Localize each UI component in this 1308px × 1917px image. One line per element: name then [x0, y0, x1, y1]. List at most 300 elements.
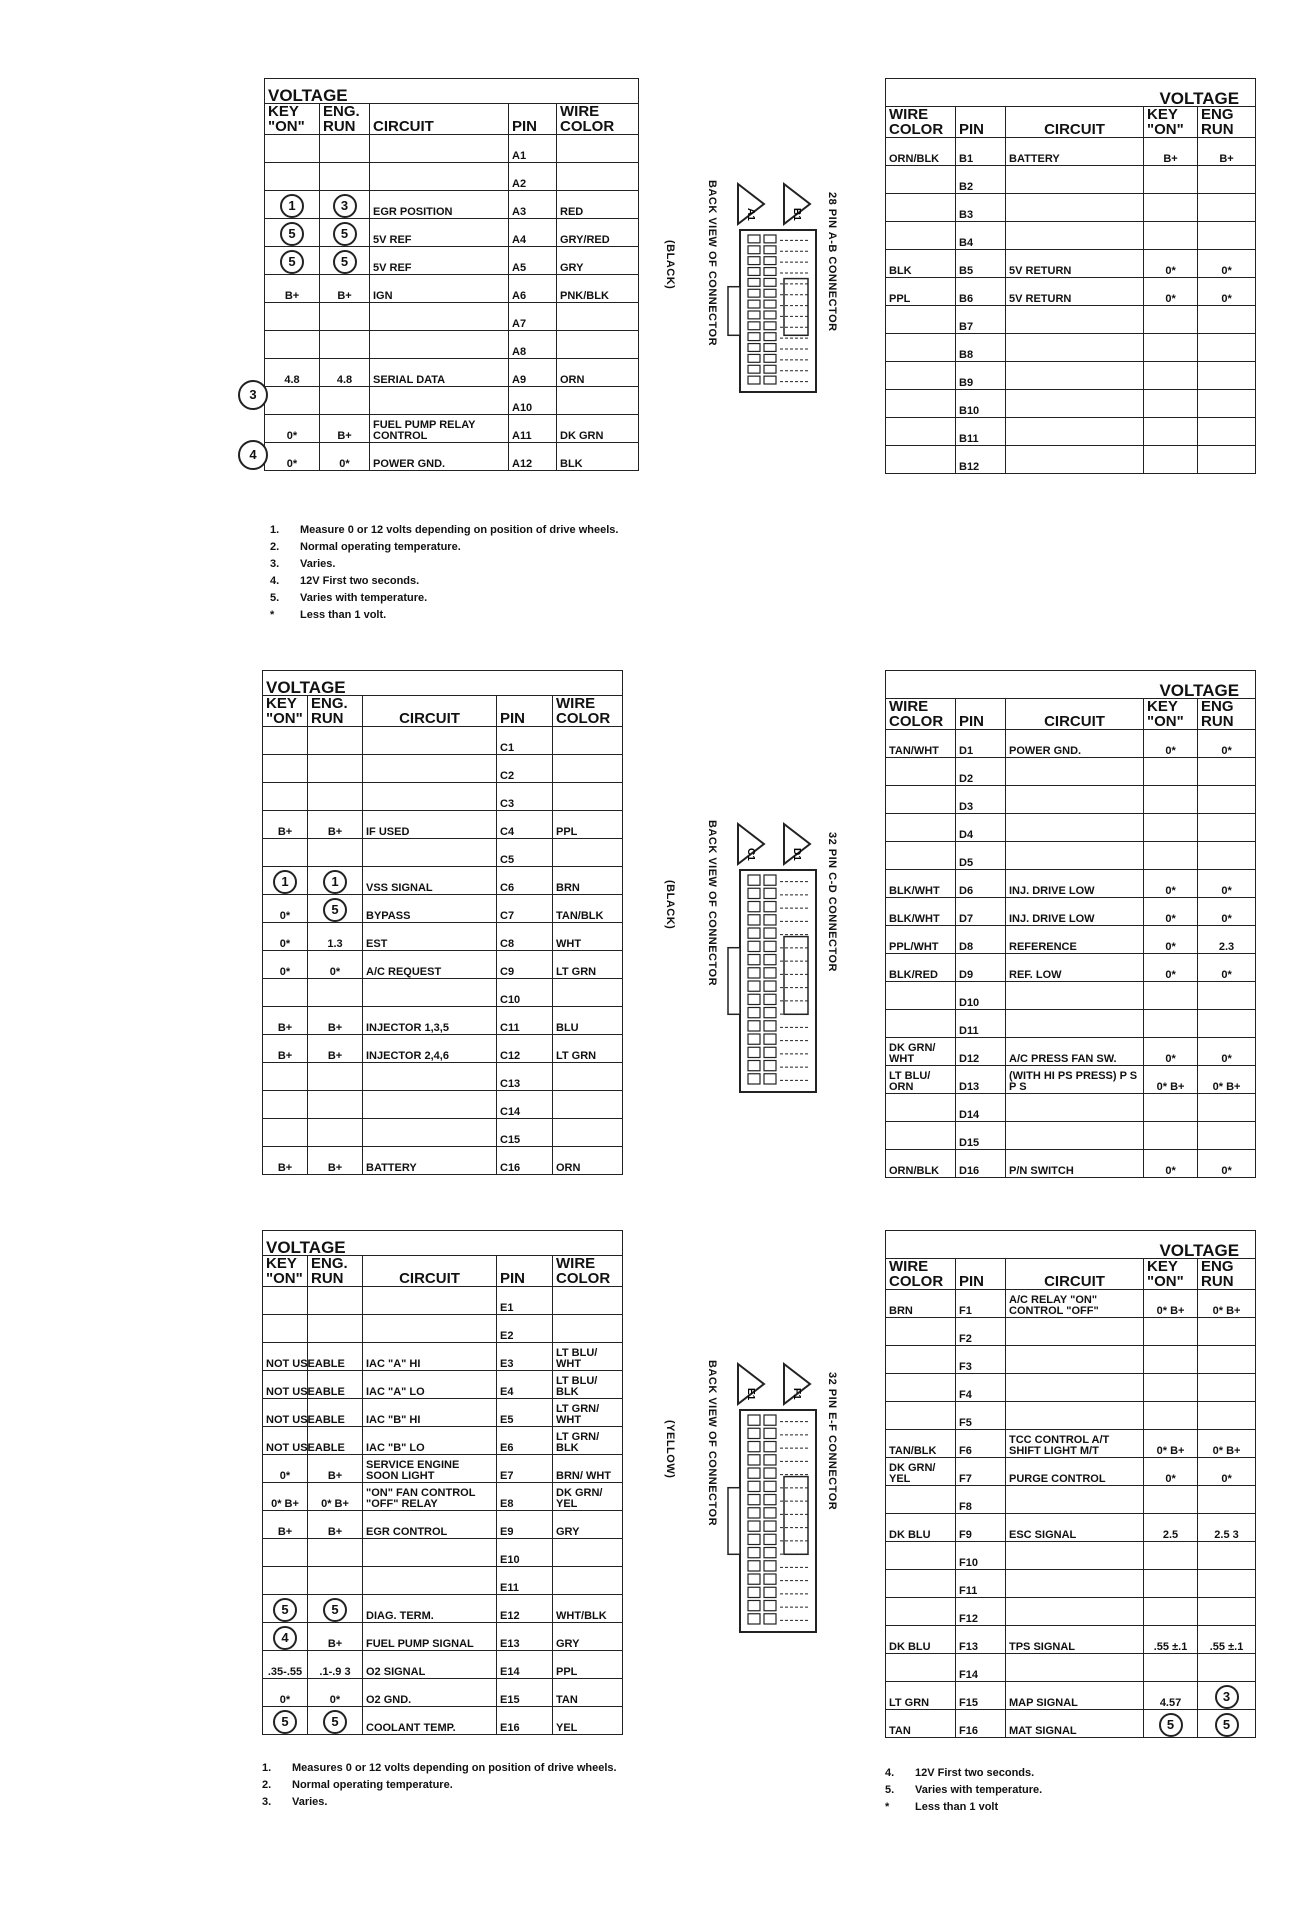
pin-cavity — [764, 1587, 776, 1597]
cell-wire — [886, 1374, 956, 1402]
circuit-header: CIRCUIT — [1006, 699, 1144, 730]
cell-circuit: BATTERY — [1006, 138, 1144, 166]
cell-circuit — [1006, 786, 1144, 814]
cell-circuit: VSS SIGNAL — [363, 867, 497, 895]
note-ref-icon: 3 — [333, 194, 357, 218]
cell-wire — [557, 135, 639, 163]
cell-wire: DK BLU — [886, 1626, 956, 1654]
pin-cavity — [748, 1521, 760, 1531]
cell-circuit: IGN — [370, 275, 509, 303]
cell-wire: TAN/BLK — [553, 895, 623, 923]
pin-cavity — [748, 1428, 760, 1438]
cell-key: .55 ±.1 — [1144, 1626, 1198, 1654]
table-row — [265, 415, 639, 443]
cell-pin: C12 — [497, 1035, 553, 1063]
note-text: Measure 0 or 12 volts depending on position of drive wheels. — [300, 524, 619, 536]
connector-color-label: (BLACK) — [664, 880, 676, 930]
table-row — [886, 842, 1256, 870]
cell-key — [263, 839, 308, 867]
cell-circuit — [1006, 362, 1144, 390]
cell-run: 0* — [1198, 730, 1256, 758]
cell-key: 0* — [1144, 898, 1198, 926]
cell-wire: BLK — [557, 443, 639, 471]
cell-key — [265, 387, 320, 415]
cell-circuit: REF. LOW — [1006, 954, 1144, 982]
table-row — [886, 1402, 1256, 1430]
cell-wire — [553, 1091, 623, 1119]
pin-cavity — [764, 376, 776, 384]
cell-key: 2.5 — [1144, 1514, 1198, 1542]
table-row — [263, 895, 623, 923]
pin-cavity — [764, 994, 776, 1004]
table-row — [886, 1486, 1256, 1514]
cell-wire — [886, 1094, 956, 1122]
wire-color-header: WIRE COLOR — [886, 1259, 956, 1290]
connector-title: 28 PIN A-B CONNECTOR — [826, 192, 838, 332]
cell-key — [265, 247, 320, 275]
pin-cavity — [764, 344, 776, 352]
cell-wire — [886, 362, 956, 390]
pin-cavity — [764, 235, 776, 243]
cell-run — [1198, 334, 1256, 362]
cell-wire — [886, 982, 956, 1010]
connector-title: 32 PIN C-D CONNECTOR — [826, 832, 838, 972]
cell-wire: LT GRN — [553, 1035, 623, 1063]
cell-pin: F1 — [956, 1290, 1006, 1318]
table-row — [886, 1654, 1256, 1682]
table-row — [263, 1679, 623, 1707]
cell-run: B+ — [308, 1035, 363, 1063]
cell-key: B+ — [263, 1147, 308, 1175]
table-row — [886, 954, 1256, 982]
cell-circuit — [1006, 758, 1144, 786]
cell-circuit — [1006, 1598, 1144, 1626]
pin-cavity — [764, 1455, 776, 1465]
cell-pin: C4 — [497, 811, 553, 839]
cell-run — [308, 979, 363, 1007]
cell-wire — [886, 1346, 956, 1374]
note-ref-icon: 4 — [273, 1626, 297, 1650]
cell-key — [1144, 306, 1198, 334]
cell-run: B+ — [308, 811, 363, 839]
table-row — [263, 923, 623, 951]
cell-key — [1144, 362, 1198, 390]
table-row — [265, 443, 639, 471]
pin-cavity — [764, 1481, 776, 1491]
cell-run: 0* — [1198, 1458, 1256, 1486]
table-row — [886, 870, 1256, 898]
table-row — [886, 898, 1256, 926]
cell-pin: B9 — [956, 362, 1006, 390]
cell-circuit: MAT SIGNAL — [1006, 1710, 1144, 1738]
cell-wire: LT BLU/ BLK — [553, 1371, 623, 1399]
cell-wire: BLK/WHT — [886, 898, 956, 926]
note-ref-icon: 5 — [1215, 1713, 1239, 1737]
cell-key: 0* — [1144, 278, 1198, 306]
cell-run: 0* — [1198, 898, 1256, 926]
cell-wire: GRY — [553, 1511, 623, 1539]
cell-run — [308, 1707, 363, 1735]
cell-key: 0* — [1144, 730, 1198, 758]
cell-pin: B12 — [956, 446, 1006, 474]
cell-run — [308, 895, 363, 923]
cell-key: 0* B+ — [1144, 1430, 1198, 1458]
pin-header: PIN — [497, 696, 553, 727]
cell-pin: A10 — [509, 387, 557, 415]
cell-run: 0* B+ — [1198, 1430, 1256, 1458]
pin-cavity — [748, 322, 760, 330]
cell-wire — [557, 331, 639, 359]
pin-cavity — [764, 289, 776, 297]
table-row — [886, 306, 1256, 334]
note-text: 12V First two seconds. — [300, 575, 420, 587]
cell-wire — [886, 334, 956, 362]
cell-key — [265, 219, 320, 247]
pin-cavity — [748, 311, 760, 319]
cell-key — [1144, 1710, 1198, 1738]
cell-pin: A9 — [509, 359, 557, 387]
pin-cavity — [764, 268, 776, 276]
cell-key: 0* B+ — [1144, 1066, 1198, 1094]
cell-wire: PPL — [886, 278, 956, 306]
cell-run: B+ — [1198, 138, 1256, 166]
cell-circuit: INJ. DRIVE LOW — [1006, 870, 1144, 898]
cell-wire — [553, 755, 623, 783]
pin-cavity — [764, 246, 776, 254]
cell-wire: PPL/WHT — [886, 926, 956, 954]
cell-run: 0* B+ — [1198, 1066, 1256, 1094]
cell-run — [1198, 1122, 1256, 1150]
cell-circuit — [363, 1091, 497, 1119]
connector-color-label: (YELLOW) — [664, 1420, 676, 1479]
table-row — [886, 1346, 1256, 1374]
cell-circuit — [363, 727, 497, 755]
table-row — [263, 1091, 623, 1119]
cell-run — [308, 839, 363, 867]
pin-cavity — [748, 1574, 760, 1584]
voltage-header: VOLTAGE — [263, 1231, 623, 1256]
cell-run — [320, 331, 370, 359]
cell-circuit: DIAG. TERM. — [363, 1595, 497, 1623]
table-row — [263, 1511, 623, 1539]
pin-cavity — [764, 902, 776, 912]
cell-wire: PNK/BLK — [557, 275, 639, 303]
ab-right-table — [885, 78, 1256, 474]
eng-run-header: ENG RUN — [1198, 699, 1256, 730]
table-row — [265, 219, 639, 247]
cell-wire: TAN/BLK — [886, 1430, 956, 1458]
pin-cavity — [748, 1047, 760, 1057]
cell-key — [1144, 446, 1198, 474]
cell-circuit: INJECTOR 2,4,6 — [363, 1035, 497, 1063]
table-row — [263, 1539, 623, 1567]
cell-key — [1144, 1010, 1198, 1038]
cell-pin: D9 — [956, 954, 1006, 982]
cell-circuit: IAC "B" HI — [363, 1399, 497, 1427]
table-row — [265, 387, 639, 415]
cell-key — [1144, 982, 1198, 1010]
pin-header: PIN — [509, 104, 557, 135]
cell-circuit: IAC "B" LO — [363, 1427, 497, 1455]
cell-key: NOT USEABLE — [263, 1427, 308, 1455]
table-row — [886, 1374, 1256, 1402]
cell-run: .1-.9 3 — [308, 1651, 363, 1679]
cell-wire — [886, 814, 956, 842]
table-row — [886, 446, 1256, 474]
cell-key: 0* B+ — [1144, 1290, 1198, 1318]
cell-wire: DK BLU — [886, 1514, 956, 1542]
table-row — [263, 1623, 623, 1651]
note-number: 3. — [262, 1796, 272, 1808]
note-ref-icon: 1 — [273, 870, 297, 894]
cell-circuit: 5V RETURN — [1006, 250, 1144, 278]
cell-circuit: A/C PRESS FAN SW. — [1006, 1038, 1144, 1066]
cell-circuit — [363, 1539, 497, 1567]
cell-pin: C15 — [497, 1119, 553, 1147]
cell-circuit: IAC "A" HI — [363, 1343, 497, 1371]
cell-circuit — [363, 1063, 497, 1091]
pin-cavity — [764, 354, 776, 362]
cell-run — [1198, 982, 1256, 1010]
voltage-header: VOLTAGE — [1144, 1231, 1256, 1259]
cell-pin: F6 — [956, 1430, 1006, 1458]
pin-cavity — [764, 1428, 776, 1438]
table-row — [263, 1483, 623, 1511]
cell-pin: B6 — [956, 278, 1006, 306]
cell-run — [1198, 1654, 1256, 1682]
cell-wire: TAN — [553, 1679, 623, 1707]
cell-wire: BLK/RED — [886, 954, 956, 982]
cell-key — [265, 163, 320, 191]
cell-circuit: POWER GND. — [1006, 730, 1144, 758]
cell-circuit: A/C REQUEST — [363, 951, 497, 979]
cell-circuit: TCC CONTROL A/T SHIFT LIGHT M/T — [1006, 1430, 1144, 1458]
table-row — [886, 362, 1256, 390]
cell-run — [308, 727, 363, 755]
cell-key: B+ — [263, 811, 308, 839]
cell-pin: F5 — [956, 1402, 1006, 1430]
cell-key — [263, 1707, 308, 1735]
cell-pin: D14 — [956, 1094, 1006, 1122]
cell-wire — [557, 387, 639, 415]
connector-view-label: BACK VIEW OF CONNECTOR — [706, 180, 718, 347]
note-ref-icon: 1 — [323, 870, 347, 894]
cell-circuit: (WITH HI PS PRESS) P S P S — [1006, 1066, 1144, 1094]
cell-wire — [553, 1063, 623, 1091]
table-row — [886, 1598, 1256, 1626]
pin-cavity — [748, 875, 760, 885]
cell-run — [1198, 1402, 1256, 1430]
cell-circuit — [1006, 446, 1144, 474]
note-ref-icon: 5 — [323, 1710, 347, 1734]
cell-run: 0* — [308, 951, 363, 979]
pin-cavity — [748, 376, 760, 384]
table-row — [886, 926, 1256, 954]
pin-cavity — [748, 333, 760, 341]
cell-key: B+ — [263, 1511, 308, 1539]
connector-view-label: BACK VIEW OF CONNECTOR — [706, 820, 718, 987]
cell-key — [263, 1063, 308, 1091]
pin-cavity — [748, 1587, 760, 1597]
cell-key — [1144, 334, 1198, 362]
table-row — [263, 1427, 623, 1455]
cell-run — [320, 191, 370, 219]
table-row — [886, 1458, 1256, 1486]
pin-cavity — [748, 354, 760, 362]
table-row — [886, 814, 1256, 842]
cell-circuit — [1006, 1654, 1144, 1682]
cell-wire: GRY — [553, 1623, 623, 1651]
cell-wire: WHT — [553, 923, 623, 951]
table-row — [886, 730, 1256, 758]
cell-run — [1198, 1374, 1256, 1402]
cell-run: B+ — [308, 1007, 363, 1035]
note-item — [885, 1782, 1185, 1799]
cell-wire: BRN/ WHT — [553, 1455, 623, 1483]
cell-circuit — [370, 303, 509, 331]
note-number: 5. — [270, 592, 280, 604]
cell-wire: LT GRN — [553, 951, 623, 979]
cell-pin: E16 — [497, 1707, 553, 1735]
table-row — [263, 1147, 623, 1175]
note-item — [270, 556, 740, 573]
cell-run — [1198, 166, 1256, 194]
cell-key — [265, 135, 320, 163]
cell-wire — [886, 1654, 956, 1682]
cell-run — [1198, 446, 1256, 474]
eng-run-header: ENG RUN — [1198, 1259, 1256, 1290]
cell-wire: GRY/RED — [557, 219, 639, 247]
cell-run: 0* — [1198, 870, 1256, 898]
cell-run: 0* B+ — [1198, 1290, 1256, 1318]
cell-wire: LT BLU/ WHT — [553, 1343, 623, 1371]
pin-cavity — [748, 902, 760, 912]
wire-color-header: WIRE COLOR — [886, 699, 956, 730]
cell-key — [1144, 758, 1198, 786]
cell-wire: PPL — [553, 1651, 623, 1679]
pin-cavity — [748, 300, 760, 308]
cell-key: B+ — [265, 275, 320, 303]
ab-left-table — [264, 78, 639, 471]
cell-circuit: FUEL PUMP RELAY CONTROL — [370, 415, 509, 443]
cell-pin: C14 — [497, 1091, 553, 1119]
cell-key: 0* — [1144, 1038, 1198, 1066]
note-mark-3: 3 — [238, 380, 268, 410]
cell-pin: E11 — [497, 1567, 553, 1595]
cell-pin: E8 — [497, 1483, 553, 1511]
table-row — [263, 839, 623, 867]
table-row — [886, 166, 1256, 194]
cell-key: 0* — [1144, 954, 1198, 982]
cell-circuit — [1006, 418, 1144, 446]
cell-circuit — [370, 331, 509, 359]
pin-cavity — [764, 1508, 776, 1518]
pin-cavity — [764, 1047, 776, 1057]
cell-circuit — [1006, 166, 1144, 194]
pin-cavity — [764, 1548, 776, 1558]
pin-cavity — [764, 278, 776, 286]
table-row — [263, 1651, 623, 1679]
cell-wire: ORN/BLK — [886, 1150, 956, 1178]
cell-run — [1198, 1486, 1256, 1514]
table-row — [265, 331, 639, 359]
cell-circuit — [363, 1315, 497, 1343]
table-row — [263, 1119, 623, 1147]
table-row — [263, 1007, 623, 1035]
cd-left-table — [262, 670, 623, 1175]
cell-run — [1198, 222, 1256, 250]
cell-run — [308, 1119, 363, 1147]
cell-circuit: INJ. DRIVE LOW — [1006, 898, 1144, 926]
note-item — [270, 590, 740, 607]
note-item — [270, 607, 740, 624]
cell-pin: C2 — [497, 755, 553, 783]
cell-run: 0* — [1198, 278, 1256, 306]
cell-wire — [886, 194, 956, 222]
cell-circuit: IAC "A" LO — [363, 1371, 497, 1399]
cell-pin: E12 — [497, 1595, 553, 1623]
cell-run: 2.5 3 — [1198, 1514, 1256, 1542]
pin-cavity — [764, 1442, 776, 1452]
cell-key — [1144, 786, 1198, 814]
note-item — [262, 1760, 622, 1777]
cell-key — [1144, 1346, 1198, 1374]
cell-pin: B11 — [956, 418, 1006, 446]
cell-key — [263, 867, 308, 895]
table-row — [886, 222, 1256, 250]
cell-run — [1198, 1710, 1256, 1738]
cell-pin: E4 — [497, 1371, 553, 1399]
cell-pin: A2 — [509, 163, 557, 191]
table-row — [886, 786, 1256, 814]
cell-pin: E7 — [497, 1455, 553, 1483]
cell-circuit — [1006, 982, 1144, 1010]
cell-wire — [886, 1486, 956, 1514]
table-row — [886, 1318, 1256, 1346]
pin-cavity — [764, 915, 776, 925]
pin-cavity — [748, 915, 760, 925]
cell-pin: C1 — [497, 727, 553, 755]
note-ref-icon: 5 — [323, 898, 347, 922]
circuit-header: CIRCUIT — [370, 104, 509, 135]
cell-run — [308, 1539, 363, 1567]
cell-wire — [553, 1119, 623, 1147]
cell-key: 0* — [263, 951, 308, 979]
pin-cavity — [748, 289, 760, 297]
key-on-header: KEY "ON" — [1144, 1259, 1198, 1290]
cell-run: B+ — [308, 1147, 363, 1175]
cell-wire: ORN/BLK — [886, 138, 956, 166]
cell-run — [308, 1091, 363, 1119]
right-pin-label: B1 — [791, 208, 802, 221]
cell-wire: DK GRN — [557, 415, 639, 443]
cell-key: 4.8 — [265, 359, 320, 387]
cell-circuit — [363, 783, 497, 811]
right-pin-label: D1 — [791, 848, 802, 861]
pin-cavity — [748, 257, 760, 265]
eng-run-header: ENG RUN — [1198, 107, 1256, 138]
notes-bottom-right — [885, 1765, 1185, 1816]
cell-key — [265, 303, 320, 331]
pin-cavity — [764, 1574, 776, 1584]
cell-pin: E10 — [497, 1539, 553, 1567]
table-row — [263, 1063, 623, 1091]
cell-key — [263, 1567, 308, 1595]
cell-key — [263, 1595, 308, 1623]
cell-key: NOT USEABLE — [263, 1343, 308, 1371]
cell-key — [1144, 1654, 1198, 1682]
table-row — [263, 1371, 623, 1399]
